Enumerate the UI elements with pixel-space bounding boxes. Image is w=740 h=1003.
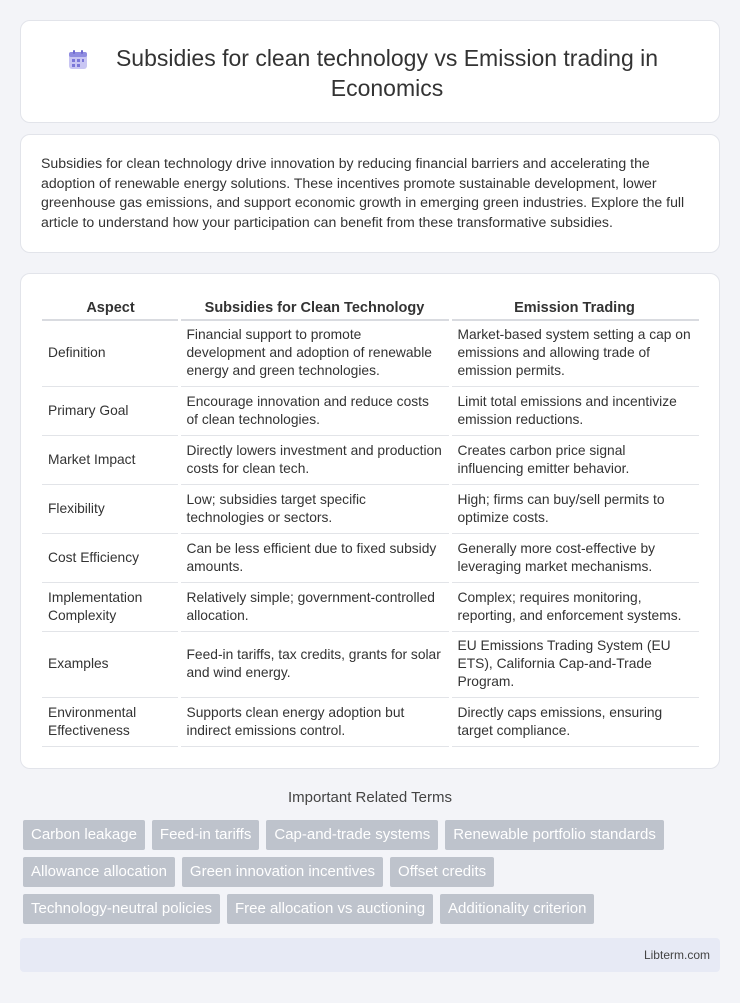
related-term-tag[interactable]: Technology-neutral policies xyxy=(23,894,220,924)
intro-text: Subsidies for clean technology drive innovation by reducing financial barriers and accelerating the adoption of renewable energy solutions. These incentives promote sustainable development, lower greenhouse gas emissions, and support economic growth in emerging green industries. Explore the full article to understand how your participation can benefit from these transformative subsidies. xyxy=(41,155,685,230)
emission-trading-cell: Generally more cost-effective by leveraging market mechanisms. xyxy=(450,533,699,582)
related-term-tag[interactable]: Carbon leakage xyxy=(23,820,145,850)
aspect-cell: Flexibility xyxy=(42,484,179,533)
related-terms-list xyxy=(23,820,723,931)
subsidies-cell: Relatively simple; government-controlled allocation. xyxy=(179,582,450,631)
intro-card xyxy=(20,134,720,253)
subsidies-cell: Supports clean energy adoption but indirect emissions control. xyxy=(179,697,450,746)
related-term-tag[interactable]: Green innovation incentives xyxy=(182,857,383,887)
table-row xyxy=(42,386,699,435)
related-term-tag[interactable]: Free allocation vs auctioning xyxy=(227,894,433,924)
comparison-table xyxy=(42,294,699,747)
aspect-cell: Cost Efficiency xyxy=(42,533,179,582)
table-row xyxy=(42,435,699,484)
emission-trading-cell: Creates carbon price signal influencing emitter behavior. xyxy=(450,435,699,484)
emission-trading-cell: Directly caps emissions, ensuring target compliance. xyxy=(450,697,699,746)
table-row xyxy=(42,484,699,533)
subsidies-cell: Can be less efficient due to fixed subsidy amounts. xyxy=(179,533,450,582)
header-card xyxy=(20,20,720,123)
subsidies-cell: Feed-in tariffs, tax credits, grants for solar and wind energy. xyxy=(179,631,450,697)
tag-row xyxy=(23,894,723,924)
aspect-cell: Environmental Effectiveness xyxy=(42,697,179,746)
table-row xyxy=(42,320,699,386)
related-term-tag[interactable]: Additionality criterion xyxy=(440,894,594,924)
table-header-row xyxy=(42,294,699,320)
comparison-table-card xyxy=(20,273,720,769)
table-row xyxy=(42,582,699,631)
header-emission-trading: Emission Trading xyxy=(450,294,699,320)
table-row xyxy=(42,697,699,746)
emission-trading-cell: Complex; requires monitoring, reporting, and enforcement systems. xyxy=(450,582,699,631)
related-term-tag[interactable]: Renewable portfolio standards xyxy=(445,820,664,850)
aspect-cell: Definition xyxy=(42,320,179,386)
table-row xyxy=(42,533,699,582)
emission-trading-cell: EU Emissions Trading System (EU ETS), California Cap-and-Trade Program. xyxy=(450,631,699,697)
aspect-cell: Implementation Complexity xyxy=(42,582,179,631)
subsidies-cell: Financial support to promote development and adoption of renewable energy and green technologies. xyxy=(179,320,450,386)
subsidies-cell: Encourage innovation and reduce costs of clean technologies. xyxy=(179,386,450,435)
table-row xyxy=(42,631,699,697)
related-terms-title: Important Related Terms xyxy=(288,789,452,806)
header-aspect: Aspect xyxy=(42,294,179,320)
aspect-cell: Primary Goal xyxy=(42,386,179,435)
subsidies-cell: Directly lowers investment and production costs for clean tech. xyxy=(179,435,450,484)
footer xyxy=(20,938,720,972)
subsidies-cell: Low; subsidies target specific technologies or sectors. xyxy=(179,484,450,533)
related-term-tag[interactable]: Cap-and-trade systems xyxy=(266,820,438,850)
page-title: Subsidies for clean technology vs Emission trading in Economics xyxy=(115,45,659,101)
tag-row xyxy=(23,857,723,887)
aspect-cell: Market Impact xyxy=(42,435,179,484)
emission-trading-cell: Limit total emissions and incentivize emission reductions. xyxy=(450,386,699,435)
related-term-tag[interactable]: Offset credits xyxy=(390,857,494,887)
footer-site-link[interactable]: Libterm.com xyxy=(643,948,710,962)
related-term-tag[interactable]: Allowance allocation xyxy=(23,857,175,887)
aspect-cell: Examples xyxy=(42,631,179,697)
tag-row xyxy=(23,820,723,850)
emission-trading-cell: High; firms can buy/sell permits to optimize costs. xyxy=(450,484,699,533)
related-term-tag[interactable]: Feed-in tariffs xyxy=(152,820,259,850)
emission-trading-cell: Market-based system setting a cap on emissions and allowing trade of emission permits. xyxy=(450,320,699,386)
header-subsidies: Subsidies for Clean Technology xyxy=(179,294,450,320)
